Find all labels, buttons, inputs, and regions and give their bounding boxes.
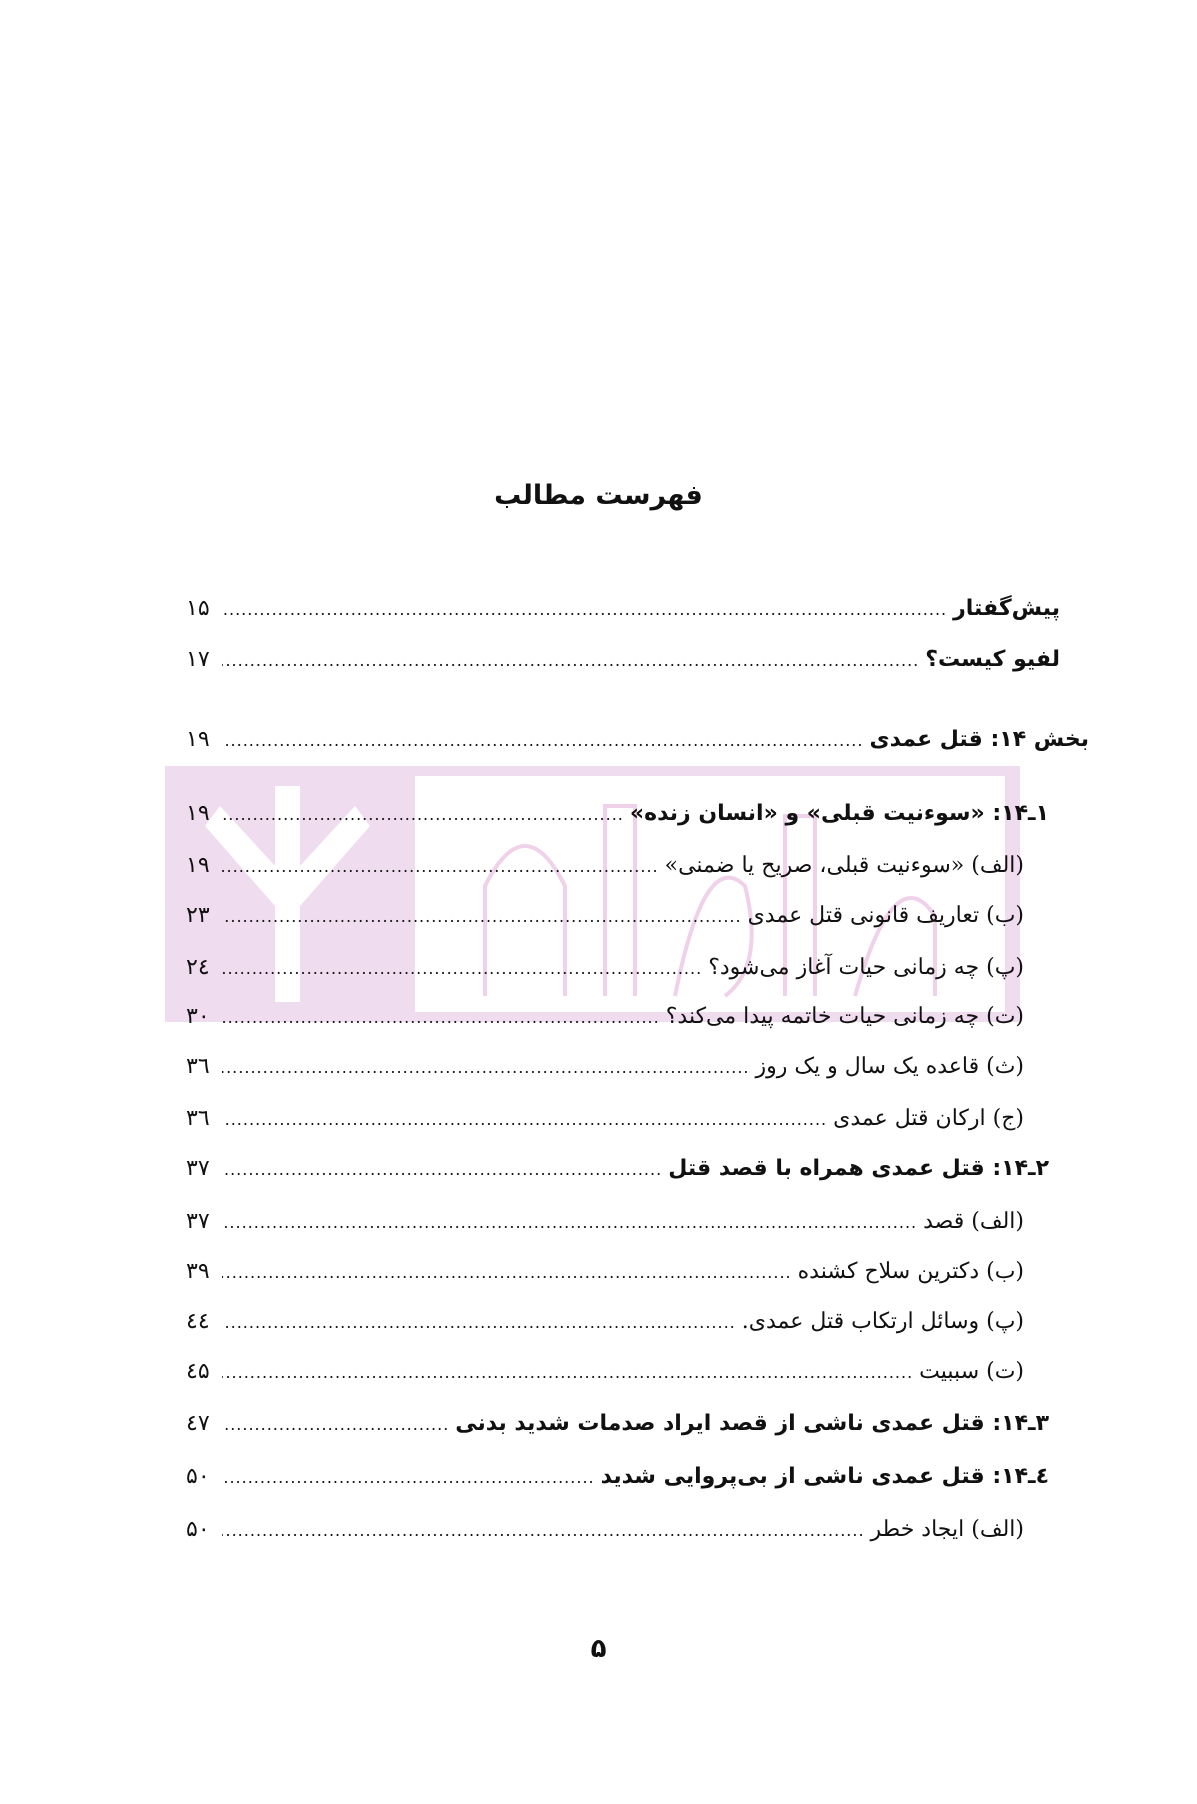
dot-leader	[222, 1110, 827, 1129]
toc-entry-page: ٤۷	[186, 1411, 210, 1436]
toc-entry	[186, 1464, 1049, 1498]
toc-entry-page: ۵۰	[186, 1464, 210, 1489]
toc-entry	[186, 1004, 1024, 1038]
toc-entry-title: ۲ـ۱۴: قتل عمدی همراه با قصد قتل	[668, 1156, 1049, 1181]
toc-entry-page: ۳۹	[186, 1259, 210, 1284]
dot-leader	[222, 805, 624, 824]
toc-entry-title: پیش‌گفتار	[953, 596, 1060, 621]
toc-entry	[186, 1156, 1049, 1190]
dot-leader	[222, 1213, 917, 1232]
toc-entry-title: ۳ـ۱۴: قتل عمدی ناشی از قصد ایراد صدمات شدید بدنی	[455, 1411, 1049, 1436]
toc-entry-title: (پ) وسائل ارتکاب قتل عمدی.	[741, 1309, 1024, 1334]
toc-entry-title: بخش ۱۴: قتل عمدی	[869, 727, 1089, 752]
toc-entry-page: ۲۳	[186, 903, 210, 928]
dot-leader	[222, 1058, 749, 1077]
dot-leader	[222, 731, 863, 750]
toc-entry	[186, 596, 1060, 630]
toc-entry-page: ۱۹	[186, 727, 210, 752]
toc-entry-page: ۱۹	[186, 853, 210, 878]
toc-entry	[186, 801, 1049, 835]
toc-entry-page: ۱۵	[186, 596, 210, 621]
toc-entry-title: (ب) تعاریف قانونی قتل عمدی	[747, 903, 1024, 928]
toc-entry	[186, 1359, 1024, 1393]
dot-leader	[222, 959, 702, 978]
dot-leader	[222, 1263, 792, 1282]
dot-leader	[222, 1313, 736, 1332]
toc-entry-title: (ج) ارکان قتل عمدی	[833, 1106, 1024, 1131]
toc-entry	[186, 1517, 1024, 1551]
toc-entry	[186, 955, 1024, 989]
toc-entry-page: ۳۰	[186, 1004, 210, 1029]
toc-entry-page: ٤٤	[186, 1309, 210, 1334]
page-number: ۵	[590, 1634, 607, 1664]
toc-entry-title: (ت) چه زمانی حیات خاتمه پیدا می‌کند؟	[665, 1004, 1024, 1029]
toc-entry	[186, 1259, 1024, 1293]
toc-entry-title: (ث) قاعده یک سال و یک روز	[755, 1054, 1024, 1079]
toc-entry-page: ۲٤	[186, 955, 210, 980]
toc-entry	[186, 1209, 1024, 1243]
dot-leader	[222, 1363, 913, 1382]
toc-entry-page: ۱۹	[186, 801, 210, 826]
toc-entry-title: ٤ـ۱۴: قتل عمدی ناشی از بی‌پروایی شدید	[600, 1464, 1049, 1489]
toc-entry-page: ۱۷	[186, 647, 210, 672]
dot-leader	[222, 1160, 662, 1179]
dot-leader	[222, 857, 659, 876]
toc-entry	[186, 727, 1089, 761]
toc-entry	[186, 903, 1024, 937]
toc-entry	[186, 647, 1060, 681]
toc-entry-title: (الف) «سوءنیت قبلی، صریح یا ضمنی»	[664, 853, 1024, 878]
toc-entry	[186, 853, 1024, 887]
dot-leader	[222, 1415, 449, 1434]
toc-entry-page: ۵۰	[186, 1517, 210, 1542]
toc-entry-title: لفیو کیست؟	[925, 647, 1060, 672]
toc-entry-page: ۳۷	[186, 1209, 210, 1234]
toc-entry-page: ٤۵	[186, 1359, 210, 1384]
toc-entry-page: ۳۷	[186, 1156, 210, 1181]
toc-entry	[186, 1309, 1024, 1343]
toc-entry-title: (پ) چه زمانی حیات آغاز می‌شود؟	[708, 955, 1024, 980]
toc-entry-page: ۳٦	[186, 1106, 210, 1131]
toc-entry	[186, 1054, 1024, 1088]
toc-entry	[186, 1411, 1049, 1445]
toc-entry-title: (الف) ایجاد خطر	[870, 1517, 1024, 1542]
toc-entry-title: (ب) دکترین سلاح کشنده	[797, 1259, 1024, 1284]
dot-leader	[222, 600, 947, 619]
dot-leader	[222, 651, 919, 670]
dot-leader	[222, 1468, 595, 1487]
toc-entry-page: ۳٦	[186, 1054, 210, 1079]
dot-leader	[222, 1521, 865, 1540]
toc-entry-title: (الف) قصد	[923, 1209, 1024, 1234]
toc-entry-title: ۱ـ۱۴: «سوءنیت قبلی» و «انسان زنده»	[629, 801, 1049, 826]
page-title: فهرست مطالب	[494, 480, 703, 511]
dot-leader	[222, 1008, 660, 1027]
toc-entry	[186, 1106, 1024, 1140]
toc-entry-title: (ت) سببیت	[919, 1359, 1024, 1384]
dot-leader	[222, 907, 742, 926]
